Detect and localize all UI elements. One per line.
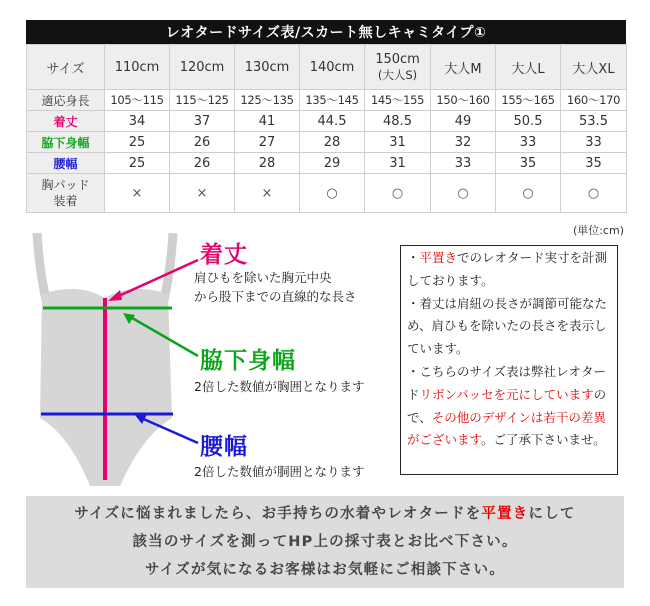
table-cell: 28: [300, 132, 365, 153]
note-paragraph-3: ・こちらのサイズ表は弊社レオタードリボンパッセを元にしていますので、その他のデザインは若干の差異がございます。ご了承下さいませ。: [407, 363, 607, 448]
column-header: [431, 45, 496, 90]
table-cell: 31: [365, 132, 431, 153]
length-desc-line1: 肩ひもを除いた胸元中央: [194, 270, 332, 285]
table-cell: 37: [170, 111, 235, 132]
row-label: 脇下身幅: [27, 132, 105, 153]
table-cell: 25: [105, 153, 170, 174]
table-cell: 160〜170: [561, 90, 627, 111]
footer-banner: [26, 496, 624, 588]
column-header: [170, 45, 235, 90]
table-cell: 53.5: [561, 111, 627, 132]
note-flat-highlight: 平置き: [419, 250, 458, 265]
table-cell: 26: [170, 153, 235, 174]
row-label: 適応身長: [27, 90, 105, 111]
table-cell: 33: [561, 132, 627, 153]
right-strap: [164, 233, 173, 300]
table-cell: 49: [431, 111, 496, 132]
table-cell: 25: [105, 132, 170, 153]
footer-line-2: 該当のサイズを測ってHP上の採寸表とお比べ下さい。: [132, 534, 518, 550]
table-cell: 135〜145: [300, 90, 365, 111]
table-cell: 32: [431, 132, 496, 153]
size-corner-label: サイズ: [27, 45, 105, 90]
footer-line-1: サイズに悩まれましたら、お手持ちの水着やレオタードを平置きにして: [74, 506, 576, 522]
pad-cell: ○: [496, 174, 561, 213]
note-paragraph-1: ・平置きでのレオタード実寸を計測しております。: [407, 250, 608, 288]
table-cell: 44.5: [300, 111, 365, 132]
table-cell: 34: [105, 111, 170, 132]
column-header-sub: (大人S): [377, 67, 418, 82]
table-cell: 125〜135: [235, 90, 300, 111]
row-label: 腰幅: [27, 153, 105, 174]
row-label: 着丈: [27, 111, 105, 132]
unit-note: (単位:cm): [572, 224, 624, 237]
pad-cell: ×: [105, 174, 170, 213]
leotard-diagram: [30, 228, 220, 488]
pad-cell: ○: [300, 174, 365, 213]
column-header: [300, 45, 365, 90]
column-header-label: 110cm: [114, 59, 160, 75]
table-cell: 29: [300, 153, 365, 174]
column-header-label: 150cm: [375, 51, 420, 67]
table-cell: 48.5: [365, 111, 431, 132]
length-title: 着丈: [200, 242, 248, 268]
table-cell: 155〜165: [496, 90, 561, 111]
column-header-label: 大人L: [511, 61, 545, 77]
left-strap: [37, 233, 46, 300]
table-cell: 145〜155: [365, 90, 431, 111]
table-cell: 28: [235, 153, 300, 174]
pad-cell: ○: [561, 174, 627, 213]
table-cell: 35: [496, 153, 561, 174]
column-header-label: 120cm: [179, 59, 225, 75]
column-header-label: 大人M: [444, 61, 482, 77]
chest-title: 脇下身幅: [200, 348, 296, 374]
table-row-pad: [27, 174, 627, 213]
column-header: [561, 45, 627, 90]
length-desc-line2: から股下までの直線的な長さ: [194, 289, 357, 304]
pad-cell: ○: [431, 174, 496, 213]
column-header-label: 大人XL: [572, 61, 615, 77]
table-cell: 150〜160: [431, 90, 496, 111]
table-cell: 27: [235, 132, 300, 153]
column-header: [365, 45, 431, 90]
column-header-label: 140cm: [309, 59, 355, 75]
pad-label-line2: 装着: [53, 194, 78, 208]
note-paragraph-2: ・着丈は肩紐の長さが調節可能なため、肩ひもを除いたの長さを表示しています。: [407, 295, 608, 357]
table-header-row: [27, 45, 627, 90]
footer-flat-highlight: 平置き: [481, 506, 529, 522]
measurement-note: [400, 245, 618, 475]
waist-title: 腰幅: [200, 434, 248, 460]
size-table: [26, 44, 627, 213]
table-cell: 26: [170, 132, 235, 153]
table-cell: 33: [496, 132, 561, 153]
pad-cell: ×: [170, 174, 235, 213]
column-header-label: 130cm: [244, 59, 290, 75]
waist-desc: 2倍した数値が胴囲となります: [194, 464, 365, 479]
table-row: [27, 90, 627, 111]
table-cell: 105〜115: [105, 90, 170, 111]
column-header: [496, 45, 561, 90]
table-cell: 115〜125: [170, 90, 235, 111]
row-label-pad: [27, 174, 105, 213]
column-header: [235, 45, 300, 90]
column-header: [105, 45, 170, 90]
table-cell: 31: [365, 153, 431, 174]
pad-cell: ○: [365, 174, 431, 213]
table-cell: 41: [235, 111, 300, 132]
table-row: [27, 111, 627, 132]
table-title: レオタードサイズ表/スカート無しキャミタイプ①: [26, 20, 626, 44]
footer-line-3: サイズが気になるお客様はお気軽にご相談下さい。: [145, 562, 505, 578]
table-cell: 33: [431, 153, 496, 174]
pad-label-line1: 胸パッド: [41, 178, 90, 192]
table-row: [27, 153, 627, 174]
pad-cell: ×: [235, 174, 300, 213]
table-cell: 50.5: [496, 111, 561, 132]
table-cell: 35: [561, 153, 627, 174]
note-diff-highlight: その他のデザインは若干の差異がございます: [407, 409, 606, 448]
chest-desc: 2倍した数値が胸囲となります: [194, 379, 365, 394]
length-desc: [194, 268, 357, 306]
note-base-highlight: リボンパッセを元にしています: [419, 386, 594, 402]
table-row: [27, 132, 627, 153]
